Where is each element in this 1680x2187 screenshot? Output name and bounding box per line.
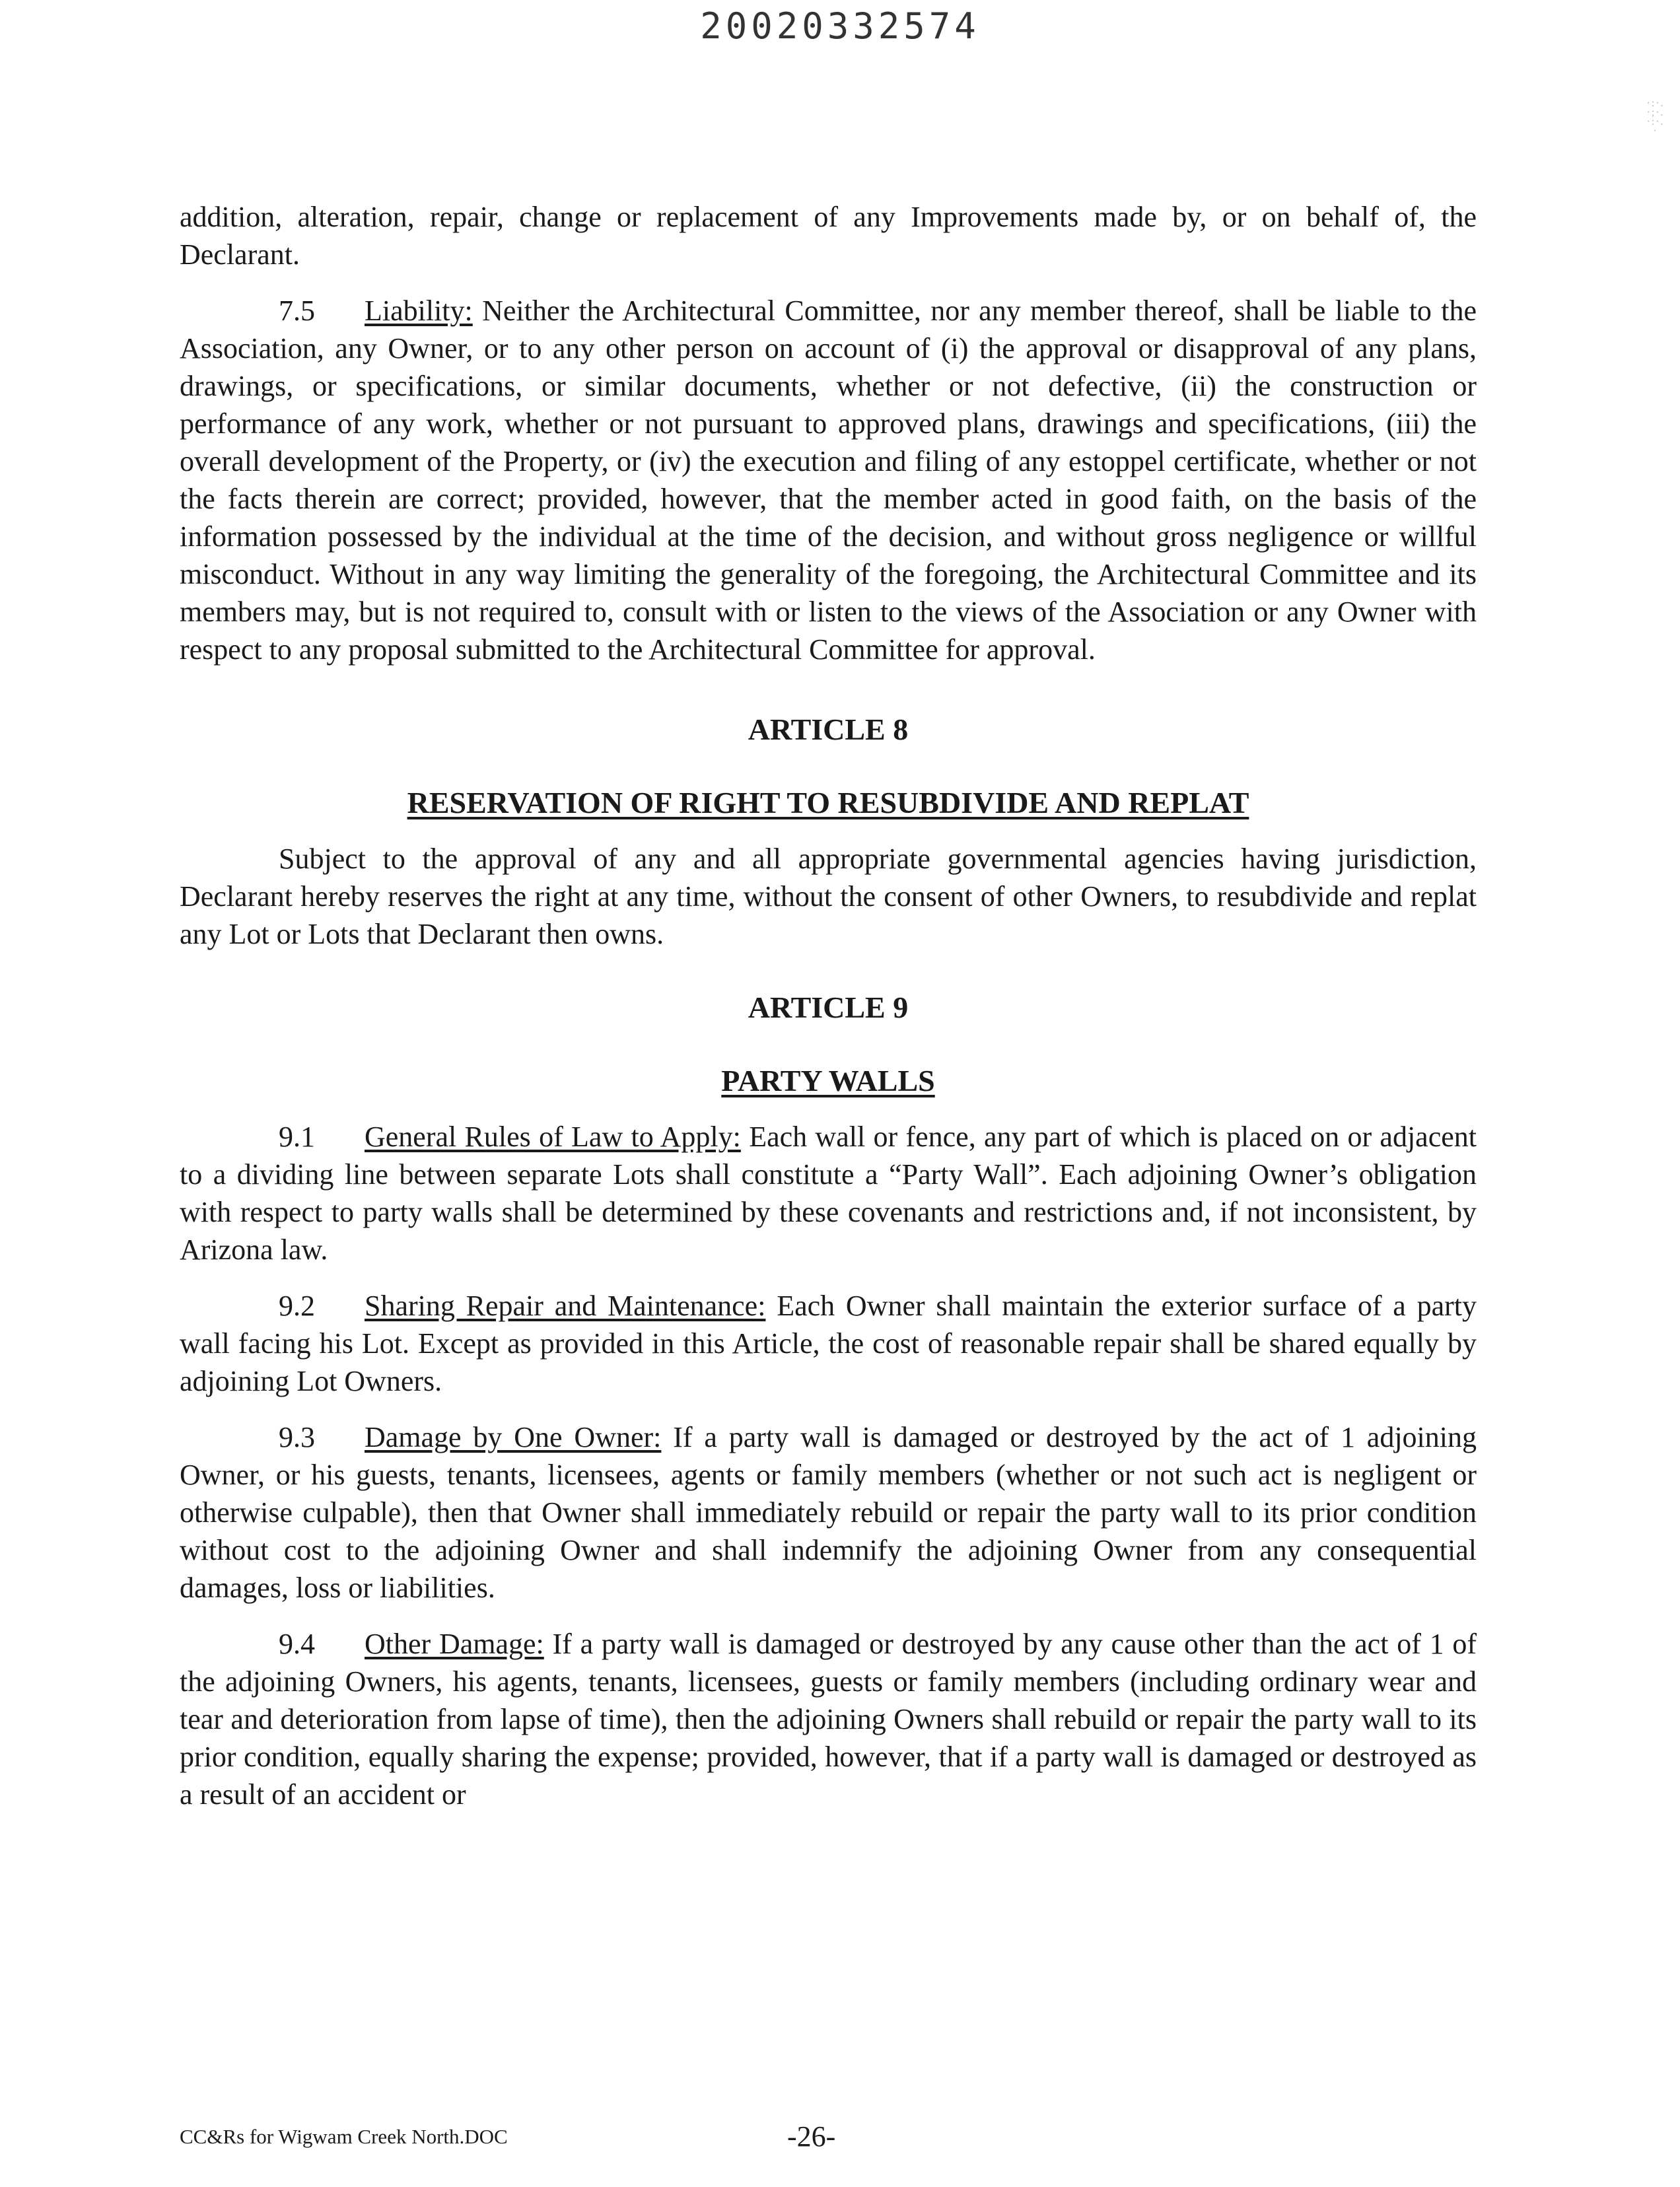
article-8-heading: ARTICLE 8 bbox=[748, 712, 909, 746]
section-9-1 bbox=[180, 1118, 1477, 1268]
section-title: General Rules of Law to Apply: bbox=[365, 1121, 741, 1153]
article-9-title: PARTY WALLS bbox=[721, 1064, 935, 1097]
section-number: 9.1 bbox=[279, 1121, 315, 1153]
article-8-paragraph: Subject to the approval of any and all appropriate governmental agencies having jurisdiction, Declarant hereby reserves the right at any time, without the consent of other Owners, to resubdivide and replat any Lot or Lots that Declarant then owns. bbox=[180, 843, 1477, 950]
article-9-heading: ARTICLE 9 bbox=[748, 990, 909, 1024]
section-text: Neither the Architectural Committee, nor any member thereof, shall be liable to the Association, any Owner, or to any other person on account of (i) the approval or disapproval of any plans, drawings, or specifications, or similar documents, whether or not defective, (ii) the construction or performance of any work, whether or not pursuant to approved plans, drawings and specifications, (iii) the overall development of the Property, or (iv) the execution and filing of any estoppel certificate, whether or not the facts therein are correct; provided, however, that the member acted in good faith, on the basis of the information possessed by the individual at the time of the decision, and without gross negligence or willful misconduct. Without in any way limiting the generality of the foregoing, the Architectural Committee and its members may, but is not required to, consult with or listen to the views of the Association or any Owner with respect to any proposal submitted to the Architectural Committee for approval. bbox=[180, 295, 1477, 666]
section-title: Other Damage: bbox=[365, 1628, 544, 1660]
section-9-2 bbox=[180, 1287, 1477, 1400]
page-footer bbox=[180, 2120, 1477, 2153]
margin-scan-marks: ·:·.·;·.·:·.· bbox=[1646, 98, 1665, 137]
footer-filename: CC&Rs for Wigwam Creek North.DOC bbox=[180, 2125, 508, 2148]
section-text: Each wall or fence, any part of which is placed on or adjacent to a dividing line between separate Lots shall constitute a “Party Wall”. Each adjoining Owner’s obligation with respect to party walls shall be determined by these covenants and restrictions and, if not inconsistent, by Arizona law. bbox=[180, 1121, 1477, 1266]
page-content bbox=[180, 198, 1477, 1813]
section-9-4 bbox=[180, 1625, 1477, 1813]
section-number: 9.3 bbox=[279, 1421, 315, 1453]
section-number: 9.4 bbox=[279, 1628, 315, 1660]
section-number: 7.5 bbox=[279, 295, 315, 327]
section-text: Each Owner shall maintain the exterior surface of a party wall facing his Lot. Except as provided in this Article, the cost of reasonable repair shall be shared equally by adjoining Lot Owners. bbox=[180, 1290, 1477, 1397]
section-9-3 bbox=[180, 1418, 1477, 1607]
section-title: Damage by One Owner: bbox=[365, 1421, 662, 1453]
intro-paragraph: addition, alteration, repair, change or replacement of any Improvements made by, or on behalf of, the Declarant. bbox=[180, 201, 1477, 271]
section-text: If a party wall is damaged or destroyed by any cause other than the act of 1 of the adjoining Owners, his agents, tenants, licensees, guests or family members (including ordinary wear and tear and deterioration from lapse of time), then the adjoining Owners shall rebuild or repair the party wall to its prior condition, equally sharing the expense; provided, however, that if a party wall is damaged or destroyed as a result of an accident or bbox=[180, 1628, 1477, 1811]
section-number: 9.2 bbox=[279, 1290, 315, 1322]
article-8-title: RESERVATION OF RIGHT TO RESUBDIVIDE AND REPLAT bbox=[407, 786, 1249, 819]
section-text: If a party wall is damaged or destroyed by the act of 1 adjoining Owner, or his guests, tenants, licensees, agents or family members (whether or not such act is negligent or otherwise culpable), then that Owner shall immediately rebuild or repair the party wall to its prior condition without cost to the adjoining Owner and shall indemnify the adjoining Owner from any consequential damages, loss or liabilities. bbox=[180, 1421, 1477, 1604]
section-7-5 bbox=[180, 292, 1477, 668]
section-title: Sharing Repair and Maintenance: bbox=[365, 1290, 766, 1322]
section-title: Liability: bbox=[365, 295, 473, 327]
document-number: 20020332574 bbox=[700, 5, 980, 47]
page-number: -26- bbox=[787, 2120, 836, 2153]
